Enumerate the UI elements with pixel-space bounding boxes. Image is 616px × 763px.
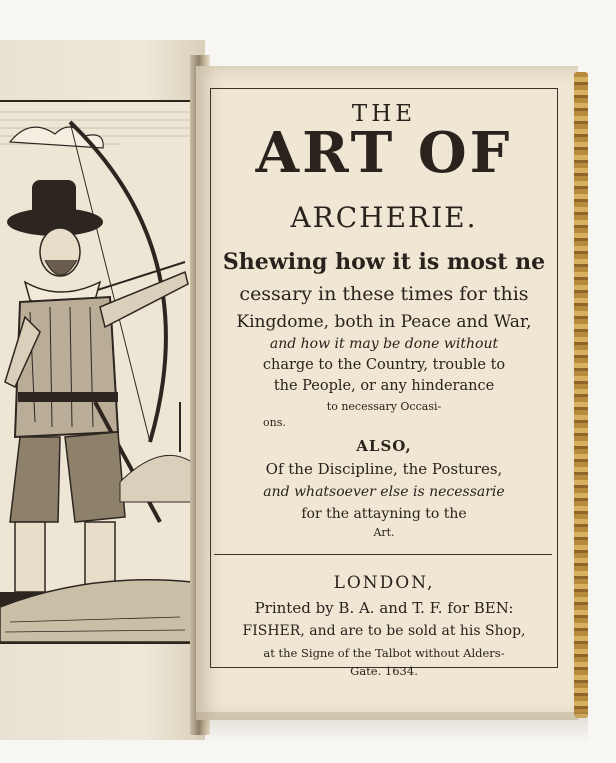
imprint-line: FISHER, and are to be sold at his Shop, (242, 623, 526, 639)
also-heading: ALSO, (356, 437, 412, 455)
subtitle-line: Shewing how it is most ne (222, 249, 546, 275)
title-archerie: ARCHERIE. (290, 201, 478, 234)
subtitle-line: charge to the Country, trouble to (262, 357, 506, 373)
page-shadow (196, 712, 588, 742)
subtitle-line: Kingdome, both in Peace and War, (236, 312, 532, 332)
imprint-line: at the Signe of the Talbot without Alders- (263, 646, 505, 660)
imprint-line: Printed by B. A. and T. F. for BEN: (254, 599, 514, 617)
title-the: THE (351, 101, 417, 127)
title-page-border (210, 88, 558, 678)
subtitle-line: and how it may be done without (269, 336, 499, 352)
subtitle-line: and whatsoever else is necessarie (263, 484, 505, 500)
subtitle-line: Art. (373, 526, 395, 539)
gilt-page-edge (574, 72, 588, 718)
subtitle-line: ons. (263, 416, 286, 429)
subtitle-line: the People, or any hinderance (273, 378, 495, 394)
imprint-city: LONDON, (333, 573, 435, 593)
subtitle-line: cessary in these times for this (239, 283, 529, 305)
subtitle-line: to necessary Occasi- (326, 400, 442, 413)
imprint-date: Gate. 1634. (350, 664, 418, 678)
title-art-of: ART OF (255, 120, 513, 186)
subtitle-line: for the attayning to the (301, 506, 467, 522)
archer-woodcut-svg (0, 102, 192, 642)
archer-woodcut-illustration (0, 100, 194, 644)
subtitle-line: Of the Discipline, the Postures, (265, 460, 503, 478)
imprint-divider-rule (214, 554, 552, 555)
